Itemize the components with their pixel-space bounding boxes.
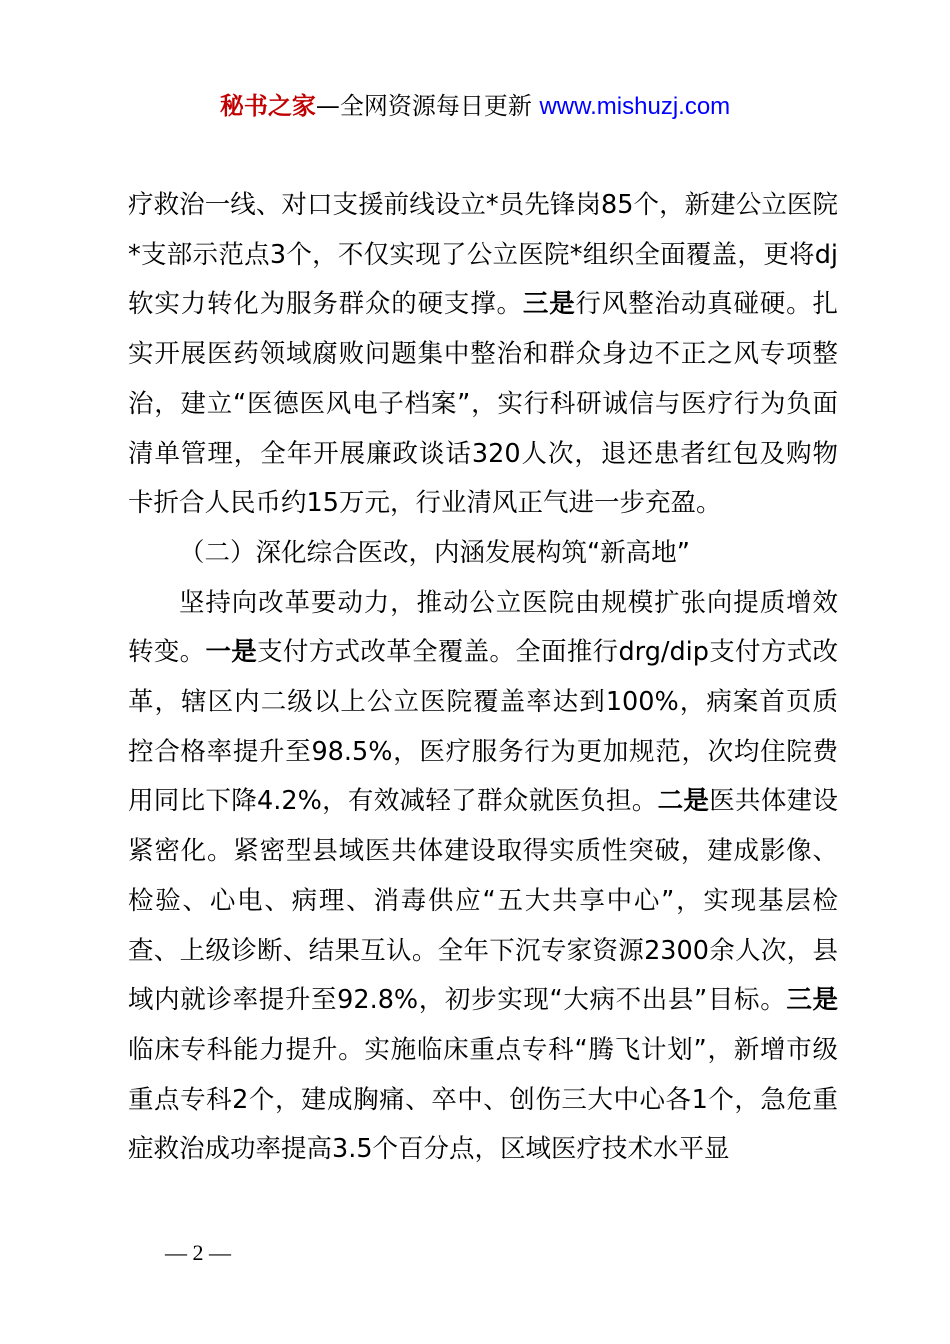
document-body [128,181,838,1175]
bold-marker: 一是 [205,637,258,668]
paragraph-party-building [128,181,838,529]
text-run: 行风整治动真碰硬。扎实开展医药领域腐败问题集中整治和群众身边不正之风专项整治，建立“医德医风电子档案”，实行科研诚信与医疗行为负面清单管理，全年开展廉政谈话320人次，退还患者红包及购物卡折合人民币约15万元，行业清风正气进一步充盈。 [128,289,838,519]
text-run: 临床专科能力提升。实施临床重点专科“腾飞计划”，新增市级重点专科2个，建成胸痛、卒中、创伤三大中心各1个，急危重症救治成功率提高3.5个百分点，区域医疗技术水平显 [128,1034,838,1165]
bold-marker: 三是 [522,289,576,320]
paragraph-reform [128,579,838,1175]
site-banner [0,86,950,127]
section-heading: （二）深化综合医改，内涵发展构筑“新高地” [179,537,690,568]
bold-marker: 二是 [657,786,710,817]
text-run: 支付方式改革全覆盖。全面推行drg/dip支付方式改革，辖区内二级以上公立医院覆盖率达到100%，病案首页质控合格率提升至98.5%，医疗服务行为更加规范，次均住院费用同比下降4.2%，有效减轻了群众就医负担。 [128,637,838,817]
page-number: — 2 — [165,1240,231,1265]
text-run: 医共体建设紧密化。紧密型县域医共体建设取得实质性突破，建成影像、检验、心电、病理、消毒供应“五大共享中心”，实现基层检查、上级诊断、结果互认。全年下沉专家资源2300余人次，县域内就诊率提升至92.8%，初步实现“大病不出县”目标。 [128,786,838,1016]
site-url-link[interactable]: www.mishuzj.com [539,93,731,120]
brand-name: 秘书之家 [219,92,316,120]
bold-marker: 三是 [786,985,838,1016]
text-run: 疗救治一线、对口支援前线设立*员先锋岗85个，新建公立医院*支部示范点3个，不仅实现了公立医院*组织全面覆盖，更将dj软实力转化为服务群众的硬支撑。 [128,190,838,320]
banner-dash: — [315,92,340,120]
text-run: 坚持向改革要动力，推动公立医院由规模扩张向提质增效转变。 [128,587,838,668]
banner-tagline: 全网资源每日更新 [339,92,532,120]
